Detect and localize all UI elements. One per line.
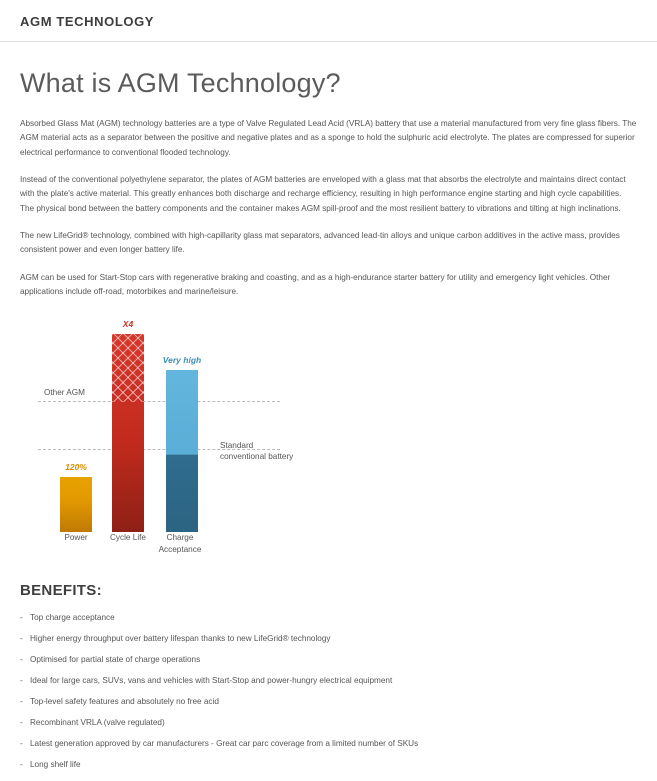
paragraph-1: Absorbed Glass Mat (AGM) technology batteries are a type of Valve Regulated Lead Acid (VRLA) battery that use a material manufactured from very fine glass fibers. The AGM material acts as a separator between the positive and negative plates and as a sponge to hold the sulphuric acid electrolyte. The plates are compressed for superior electrical performance to conventional flooded technology.	[20, 119, 637, 157]
bar-power	[60, 462, 92, 532]
list-item: - Top charge acceptance	[20, 613, 637, 634]
category-label-cycle-life: Cycle Life	[110, 533, 146, 543]
bar-charge-acceptance	[162, 355, 202, 532]
agm-comparison-chart	[20, 312, 637, 580]
list-item: - Recombinant VRLA (valve regulated)	[20, 718, 637, 739]
chart-category-labels	[54, 532, 234, 562]
reference-label-other-agm: Other AGM	[44, 388, 85, 398]
bar-charge-acceptance-value-label: Very high	[162, 355, 202, 366]
hatch-pattern-icon	[112, 334, 144, 402]
list-item: - Long shelf life	[20, 760, 637, 781]
paragraph-3: The new LifeGrid® technology, combined with high-capillarity glass mat separators, advanced lead-tin alloys and unique carbon additives in the active mass, provides consistent power and even longer battery life.	[20, 231, 620, 255]
bar-cycle-life-value-label: X4	[122, 319, 134, 330]
page-title: AGM TECHNOLOGY	[20, 14, 155, 29]
category-label-power: Power	[64, 533, 88, 543]
bar-cycle-life	[112, 319, 144, 532]
paragraph-4: AGM can be used for Start-Stop cars with regenerative braking and coasting, and as a high-endurance starter battery for utility and emergency light vehicles. Other applications include off-road, motorbikes and marine/leisure.	[20, 272, 611, 297]
list-item: - Optimised for partial state of charge operations	[20, 655, 637, 676]
list-item: - Latest generation approved by car manufacturers - Great car parc coverage from a limited number of SKUs	[20, 739, 637, 760]
reference-label-standard-battery: Standard conventional battery	[220, 441, 294, 462]
chart-bars	[54, 319, 224, 532]
page-header	[0, 0, 657, 42]
list-item: - Higher energy throughput over battery lifespan thanks to new LifeGrid® technology	[20, 634, 637, 655]
bar-power-value-label: 120%	[65, 462, 87, 473]
paragraph-2: Instead of the conventional polyethylene separator, the plates of AGM batteries are enveloped with a glass mat that absorbs the electrolyte and maintains direct contact with the plate's active material. This greatly enhances both discharge and recharge efficiency, resulting in high performance engine starting and high cycle capabilities. The physical bond between the battery components and the container makes AGM spill-proof and the most resilient battery to vibrations and tilting at high inclinations.	[20, 175, 626, 213]
section-heading: What is AGM Technology?	[20, 68, 341, 98]
benefits-title: BENEFITS:	[20, 582, 102, 600]
list-item: - Ideal for large cars, SUVs, vans and vehicles with Start-Stop and power-hungry electrical equipment	[20, 676, 637, 697]
benefits-list	[20, 613, 637, 781]
main-content	[0, 42, 657, 580]
list-item: - Top-level safety features and absolutely no free acid	[20, 697, 637, 718]
benefits-section	[0, 580, 657, 781]
category-label-charge-acceptance: Charge Acceptance	[158, 533, 202, 554]
